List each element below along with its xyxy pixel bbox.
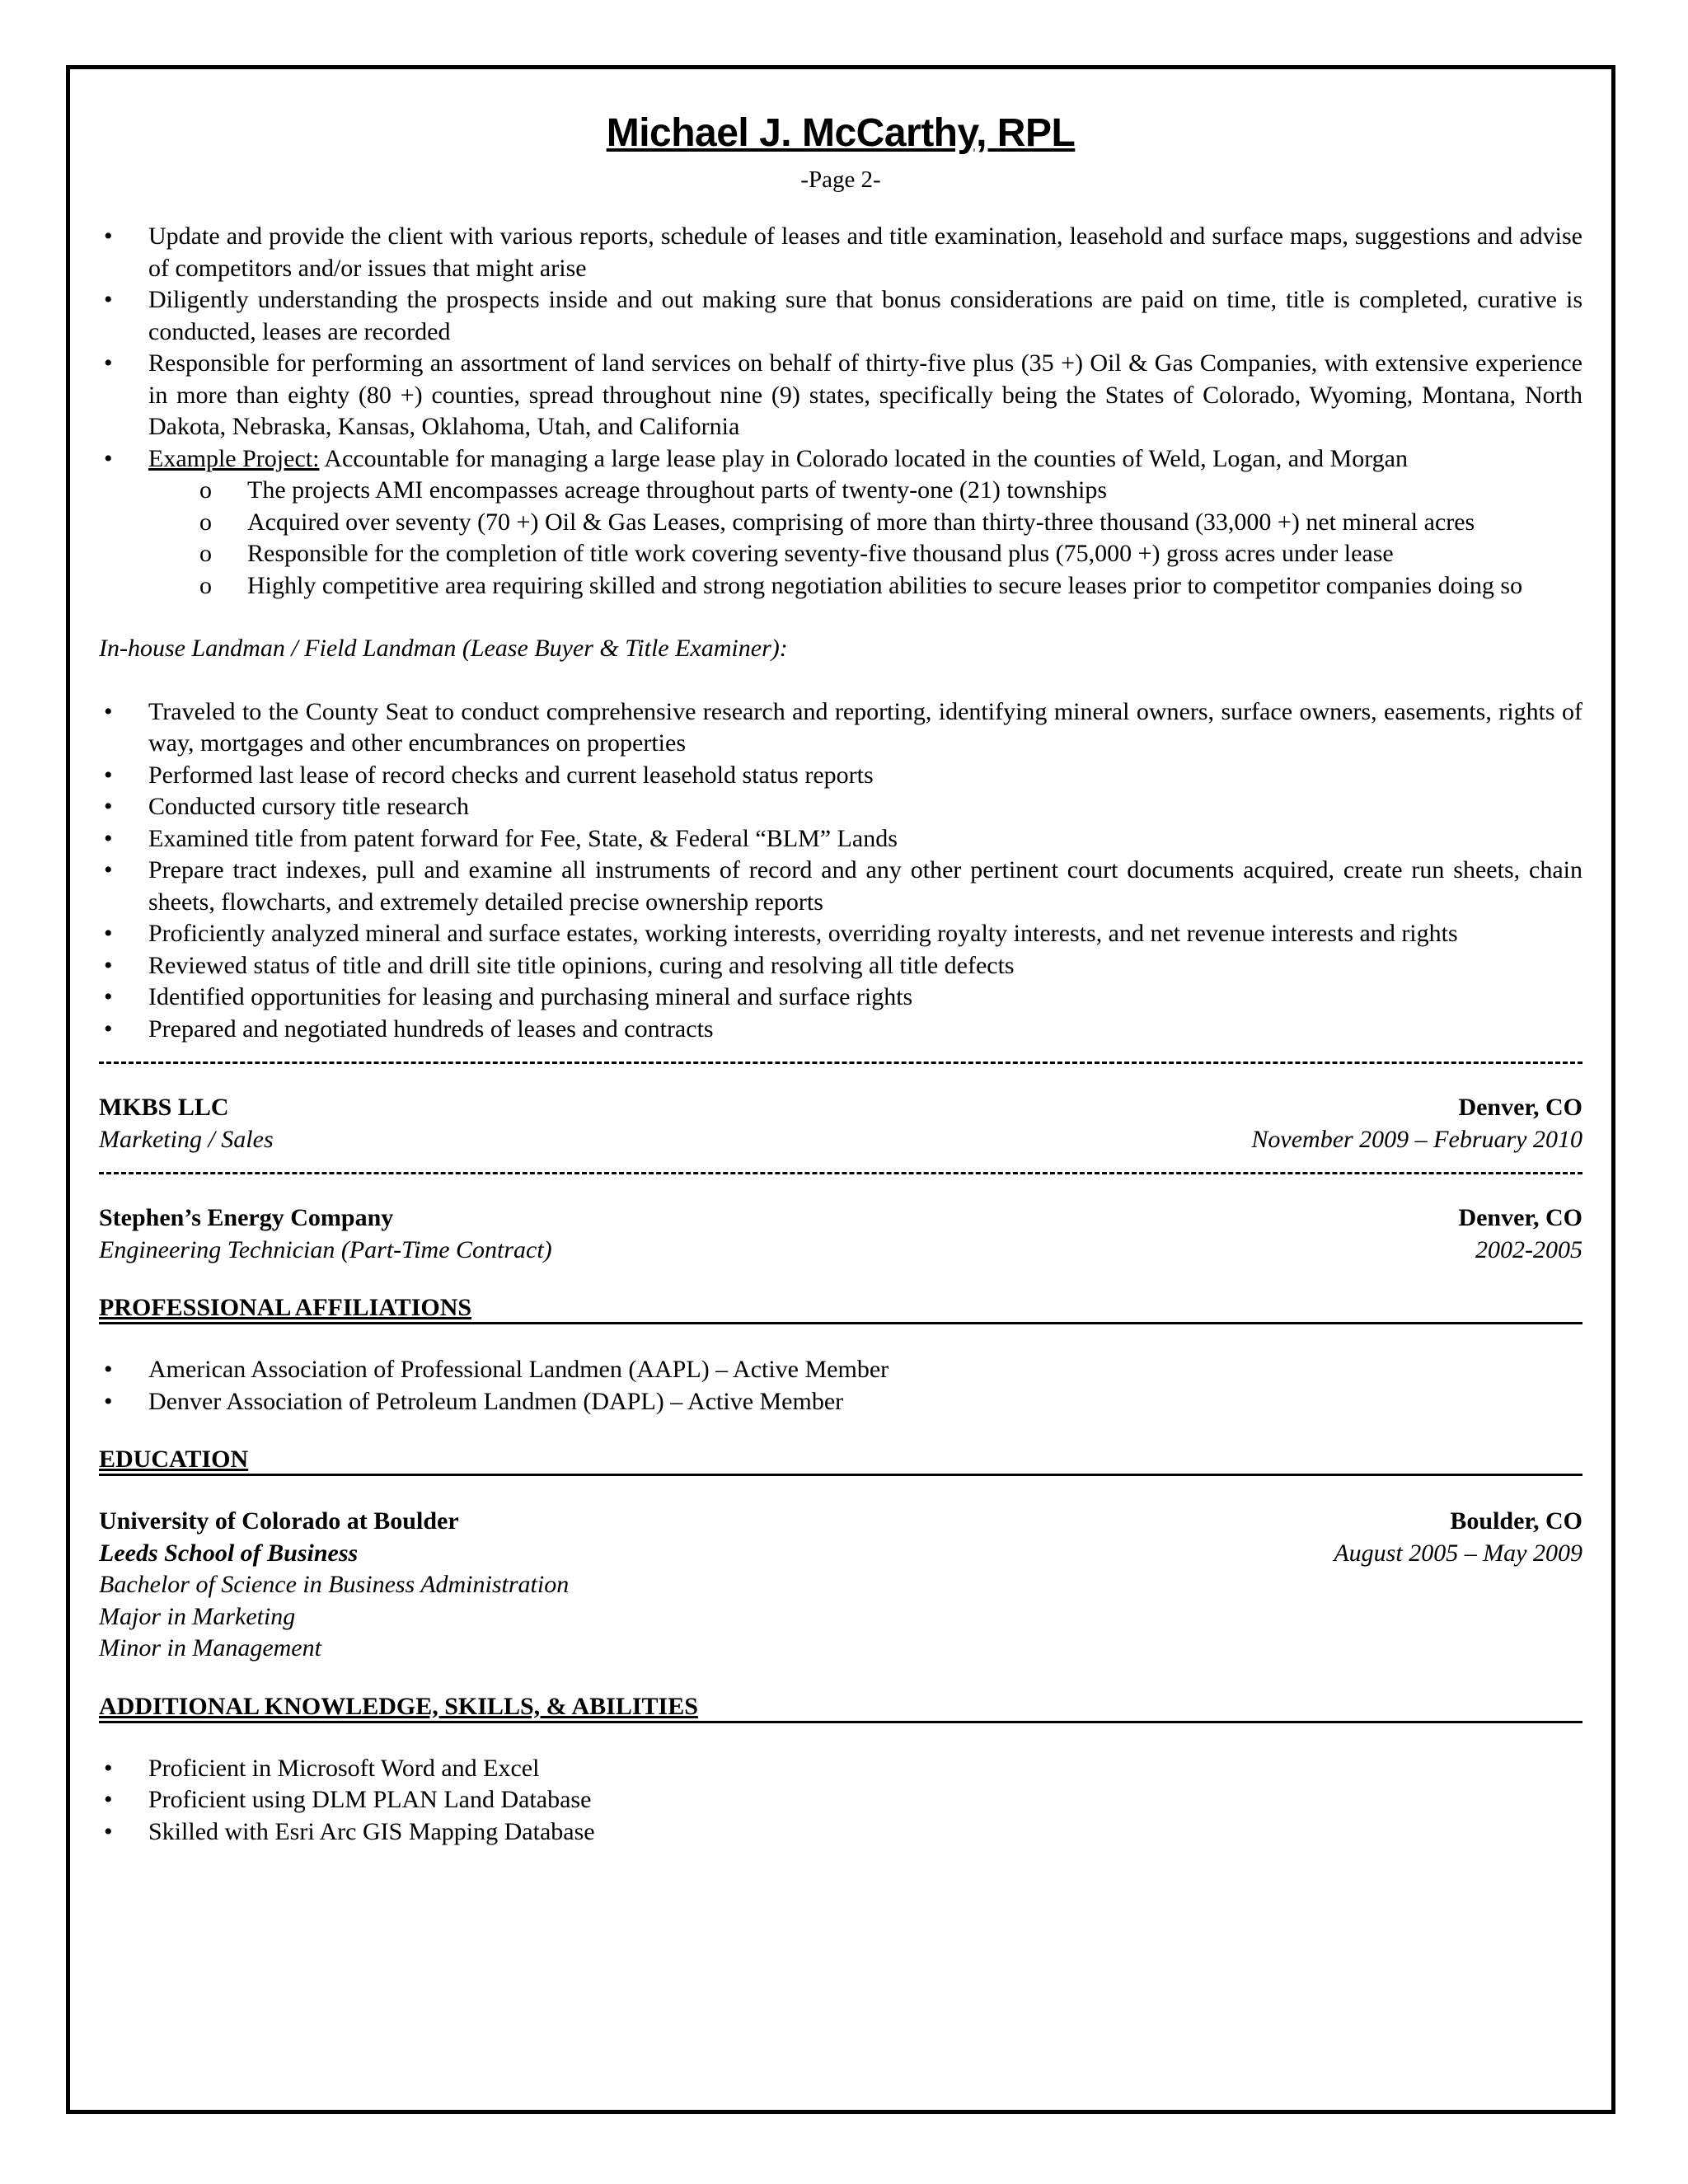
list-item: • Performed last lease of record checks and current leasehold status reports [99, 760, 1582, 792]
list-item: • Identified opportunities for leasing and purchasing mineral and surface rights [99, 982, 1582, 1014]
job-dates: 2002-2005 [1475, 1235, 1582, 1263]
bullet-icon: • [104, 349, 113, 377]
bullet-icon: • [104, 1786, 113, 1813]
section-heading-skills: ADDITIONAL KNOWLEDGE, SKILLS, & ABILITIES [99, 1693, 1582, 1723]
section-heading-education: EDUCATION [99, 1446, 1582, 1476]
example-project-text: Accountable for managing a large lease play in Colorado located in the counties of Weld, Logan, and Morgan [319, 444, 1408, 472]
bullet-icon: • [104, 824, 113, 852]
list-item: • Traveled to the County Seat to conduct comprehensive research and reporting, identifying mineral owners, surface owners, easements, rights of way, mortgages and other encumbrances on properties [104, 697, 1582, 757]
sub-list-item: o Acquired over seventy (70 +) Oil & Gas Leases, comprising of more than thirty-three thousand (33,000 +) net mineral acres [99, 507, 1582, 539]
minor: Minor in Management [99, 1634, 321, 1661]
list-item: • Examined title from patent forward for Fee, State, & Federal “BLM” Lands [99, 823, 1582, 855]
example-project-sub-list [99, 475, 1582, 602]
list-item: • Conducted cursory title research [99, 791, 1582, 823]
resume-page [99, 107, 1582, 1848]
bullet-icon: • [104, 1015, 113, 1043]
bullet-icon: • [104, 761, 113, 789]
bullet-icon: • [104, 1754, 113, 1782]
job-location: Denver, CO [1458, 1204, 1582, 1231]
sub-bullet-icon: o [199, 476, 212, 504]
list-item: • Proficient in Microsoft Word and Excel [99, 1753, 1582, 1785]
education-dates: August 2005 – May 2009 [1334, 1539, 1582, 1567]
experience-detail [99, 221, 1582, 1848]
top-bullet-list [99, 221, 1582, 475]
major: Major in Marketing [99, 1602, 296, 1630]
list-item: • Proficient using DLM PLAN Land Database [99, 1784, 1582, 1816]
sub-list-item: o Responsible for the completion of title work covering seventy-five thousand plus (75,000 +) gross acres under lease [99, 538, 1582, 570]
college-name: Leeds School of Business [99, 1539, 359, 1567]
inhouse-role-title: In-house Landman / Field Landman (Lease Buyer & Title Examiner): [99, 635, 788, 662]
list-item: • Update and provide the client with various reports, schedule of leases and title examination, leasehold and surface maps, suggestions and advise of competitors and/or issues that might arise [104, 223, 1582, 282]
bullet-icon: • [104, 793, 113, 820]
job-location: Denver, CO [1458, 1094, 1582, 1121]
list-item: • Skilled with Esri Arc GIS Mapping Database [99, 1816, 1582, 1849]
list-item: • American Association of Professional Landmen (AAPL) – Active Member [99, 1354, 1582, 1386]
sub-list-item: o Highly competitive area requiring skilled and strong negotiation abilities to secure leases prior to competitor companies doing so [99, 570, 1582, 602]
school-name: University of Colorado at Boulder [99, 1507, 459, 1535]
example-project-item [99, 443, 1582, 476]
degree: Bachelor of Science in Business Administration [99, 1571, 570, 1598]
job-role: Engineering Technician (Part-Time Contract) [99, 1235, 552, 1263]
bullet-icon: • [104, 1387, 113, 1415]
section-heading-affiliations: PROFESSIONAL AFFILIATIONS [99, 1294, 1582, 1324]
bullet-icon: • [104, 1356, 113, 1383]
list-item: • Prepare tract indexes, pull and examine all instruments of record and any other pertinent court documents acquired, create run sheets, chain sheets, flowcharts, and extremely detailed precise ownership reports [104, 856, 1582, 916]
job-role: Marketing / Sales [99, 1125, 274, 1153]
job-dates: November 2009 – February 2010 [1251, 1125, 1582, 1153]
bullet-icon: • [104, 223, 113, 250]
example-project-label: Example Project: [148, 444, 320, 472]
dashed-divider [99, 1062, 1582, 1064]
page-number: -Page 2- [800, 166, 881, 193]
bullet-icon: • [104, 444, 113, 472]
list-item: • Denver Association of Petroleum Landmen (DAPL) – Active Member [99, 1386, 1582, 1418]
school-location: Boulder, CO [1450, 1507, 1582, 1535]
inhouse-bullet-list [99, 696, 1582, 1046]
list-item: • Proficiently analyzed mineral and surface estates, working interests, overriding royalty interests, and net revenue interests and rights [99, 918, 1582, 950]
bullet-icon: • [104, 1817, 113, 1845]
list-item: • Reviewed status of title and drill site title opinions, curing and resolving all title defects [99, 950, 1582, 982]
bullet-icon: • [104, 951, 113, 979]
bullet-icon: • [104, 286, 113, 313]
bullet-icon: • [104, 983, 113, 1010]
job-entry-stephens [99, 1202, 1582, 1266]
candidate-name: Michael J. McCarthy, RPL [606, 111, 1076, 155]
bullet-icon: • [104, 697, 113, 725]
list-item: • Prepared and negotiated hundreds of leases and contracts [99, 1014, 1582, 1046]
sub-bullet-icon: o [199, 571, 212, 599]
sub-bullet-icon: o [199, 508, 212, 536]
dashed-divider [99, 1172, 1582, 1174]
list-item: • Responsible for performing an assortment of land services on behalf of thirty-five plus (35 +) Oil & Gas Companies, with extensive experience in more than eighty (80 +) counties, spread throughout nine (9) states, specifically being the States of Colorado, Wyoming, Montana, North Dakota, Nebraska, Kansas, Oklahoma, Utah, and California [104, 349, 1582, 440]
bullet-icon: • [104, 856, 113, 883]
job-entry-mkbs [99, 1092, 1582, 1155]
affiliations-list [99, 1354, 1582, 1418]
skills-list [99, 1753, 1582, 1849]
sub-list-item: o The projects AMI encompasses acreage throughout parts of twenty-one (21) townships [99, 475, 1582, 507]
list-item: • Diligently understanding the prospects inside and out making sure that bonus considerations are paid on time, title is completed, curative is conducted, leases are recorded [104, 286, 1582, 345]
education-entry [99, 1506, 1582, 1665]
sub-bullet-icon: o [199, 540, 212, 567]
bullet-icon: • [104, 920, 113, 947]
company-name: Stephen’s Energy Company [99, 1204, 394, 1231]
company-name: MKBS LLC [99, 1094, 229, 1121]
